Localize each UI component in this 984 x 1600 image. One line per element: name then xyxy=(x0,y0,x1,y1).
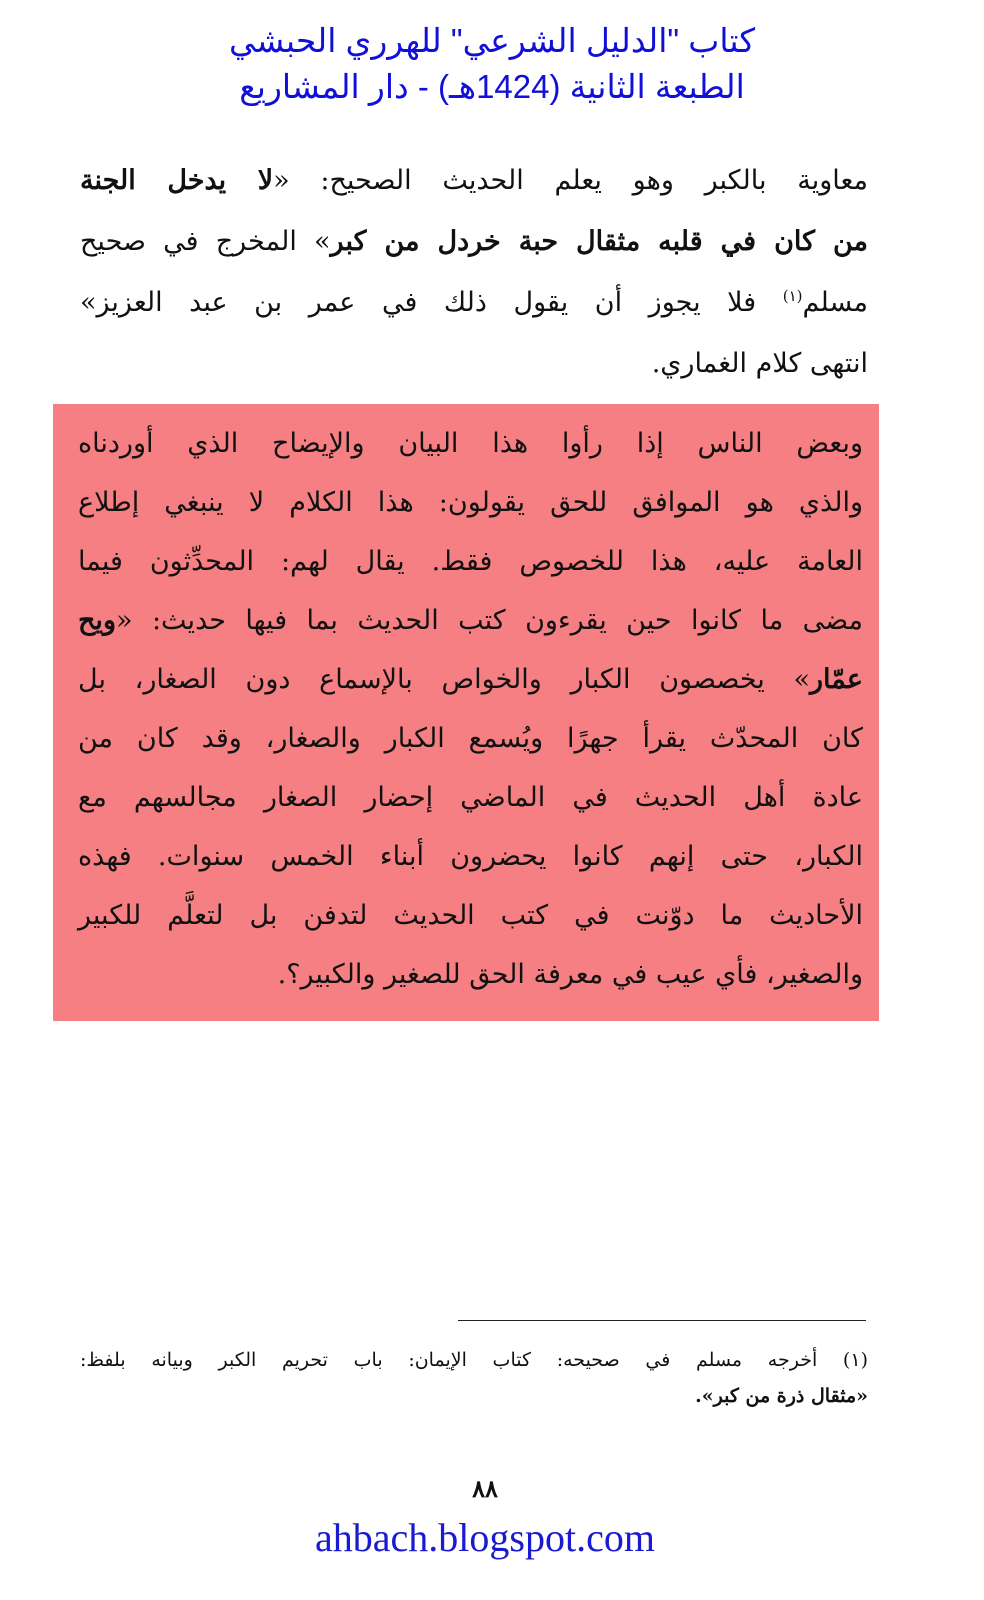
passage-line: الأحاديث ما دوّنت في كتب الحديث لتدفن بل لتعلَّم للكبير xyxy=(78,900,863,931)
intro-text: » المخرج في صحيح xyxy=(80,226,331,257)
intro-text: فلا يجوز أن يقول ذلك في عمر بن عبد العزيز» xyxy=(80,287,783,318)
footnote-reference: (١) xyxy=(782,287,803,305)
intro-paragraph xyxy=(80,150,868,394)
passage-line: والذي هو الموافق للحق يقولون: هذا الكلام لا ينبغي إطلاع xyxy=(78,487,863,518)
passage-line: وبعض الناس إذا رأوا هذا البيان والإيضاح الذي أوردناه xyxy=(78,428,863,459)
footnote-line: (١) أخرجه مسلم في صحيحه: كتاب الإيمان: باب تحريم الكبر وبيانه بلفظ: xyxy=(80,1349,868,1371)
intro-text: معاوية بالكبر وهو يعلم الحديث الصحيح: « xyxy=(273,165,869,196)
passage-text: مضى ما كانوا حين يقرءون كتب الحديث بما فيها حديث: « xyxy=(115,605,863,636)
passage-line xyxy=(78,650,863,709)
source-url-watermark: ahbach.blogspot.com xyxy=(315,1515,655,1560)
intro-line: انتهى كلام الغماري. xyxy=(651,348,868,379)
footnote-quote: «مثقال ذرة من كبر». xyxy=(695,1385,868,1407)
page-header xyxy=(0,18,984,110)
footnote-line xyxy=(80,1378,868,1414)
passage-line: الكبار، حتى إنهم كانوا يحضرون أبناء الخمس سنوات. فهذه xyxy=(78,841,863,872)
hadith-quote: من كان في قلبه مثقال حبة خردل من كبر xyxy=(330,226,869,257)
hadith-quote: ويح xyxy=(78,605,116,636)
page-number: ٨٨ xyxy=(472,1474,498,1503)
passage-line: كان المحدّث يقرأ جهرًا ويُسمع الكبار والصغار، وقد كان من xyxy=(78,723,863,754)
footnote xyxy=(80,1342,868,1414)
passage-line: والصغير، فأي عيب في معرفة الحق للصغير والكبير؟. xyxy=(277,959,863,990)
footnote-divider xyxy=(458,1320,866,1321)
intro-line xyxy=(80,272,868,333)
hadith-quote: عمّار xyxy=(810,664,863,695)
intro-line xyxy=(80,150,868,211)
passage-line: العامة عليه، هذا للخصوص فقط. يقال لهم: المحدِّثون فيما xyxy=(78,546,863,577)
passage-text: » يخصصون الكبار والخواص بالإسماع دون الصغار، بل xyxy=(78,664,810,695)
intro-text: مسلم xyxy=(802,287,868,318)
passage-line xyxy=(78,591,863,650)
highlighted-passage xyxy=(78,414,863,1004)
book-title: كتاب "الدليل الشرعي" للهرري الحبشي xyxy=(228,22,756,59)
intro-line xyxy=(80,211,868,272)
passage-line: عادة أهل الحديث في الماضي إحضار الصغار مجالسهم مع xyxy=(78,782,863,813)
hadith-quote: لا يدخل الجنة xyxy=(80,165,274,196)
edition-info: الطبعة الثانية (1424هـ) - دار المشاريع xyxy=(239,68,745,105)
